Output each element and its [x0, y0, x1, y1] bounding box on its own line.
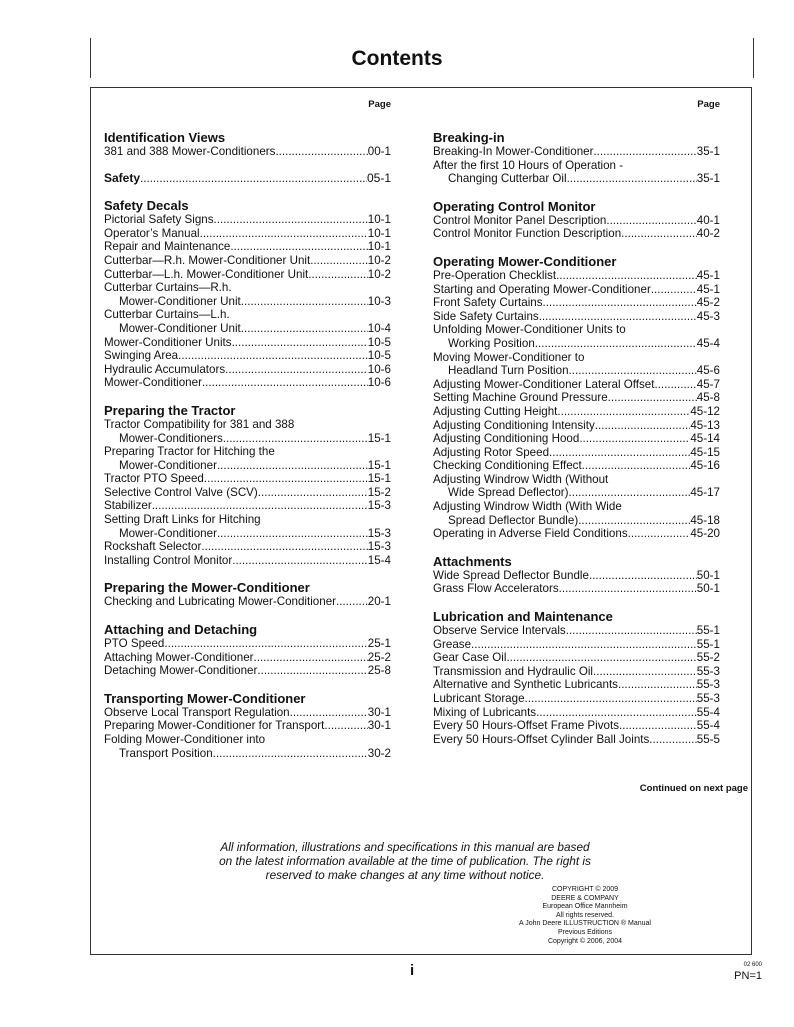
toc-entry-title: Changing Cutterbar Oil — [448, 172, 567, 186]
toc-entry — [433, 719, 720, 733]
dot-leader — [595, 419, 691, 433]
toc-entry-page: 20-1 — [367, 595, 391, 609]
toc-entry-title: Setting Machine Ground Pressure — [433, 391, 608, 405]
toc-entry — [104, 747, 391, 761]
toc-entry-title: Spread Deflector Bundle) — [448, 513, 579, 527]
toc-entry-title: Wide Spread Deflector) — [448, 486, 569, 500]
toc-entry-page: 30-1 — [367, 705, 391, 719]
toc-entry-title: Hydraulic Accumulators — [104, 362, 226, 376]
toc-entry-title: Safety — [104, 170, 141, 185]
toc-entry-title: Lubricant Storage — [433, 692, 525, 705]
toc-entry-title: Rockshaft Selector — [104, 540, 202, 554]
toc-entry-page: 55-3 — [696, 664, 720, 678]
dot-leader — [140, 172, 367, 186]
toc-entry-title: Mower-Conditioner — [119, 526, 217, 540]
dot-leader — [618, 678, 697, 692]
toc-entry — [104, 363, 391, 377]
toc-entry-page: 15-3 — [367, 540, 391, 554]
section-title: Operating Control Monitor — [433, 198, 596, 214]
toc-entry-title: Preparing Mower-Conditioner for Transport — [104, 719, 325, 733]
toc-entry-title: Adjusting Cutting Height — [433, 404, 558, 418]
dot-leader — [258, 486, 368, 500]
toc-entry — [104, 268, 391, 282]
dot-leader — [593, 665, 697, 679]
toc-entry — [433, 624, 720, 638]
dot-leader — [217, 527, 368, 541]
dot-leader — [164, 637, 367, 651]
dot-leader — [275, 145, 367, 159]
toc-entry-title: Grass Flow Accelerators — [433, 582, 559, 596]
toc-entry-page: 55-4 — [696, 705, 720, 719]
toc-entry-line: Preparing Tractor for Hitching the — [104, 445, 275, 459]
toc-entry-title: Mower-Conditioner Unit — [119, 294, 241, 308]
toc-entry — [433, 446, 720, 460]
toc-entry-page: 10-2 — [367, 253, 391, 267]
toc-entry-title: Front Safety Curtains — [433, 296, 543, 310]
dot-leader — [593, 145, 696, 159]
toc-section — [433, 609, 720, 746]
dot-leader — [608, 391, 697, 405]
dot-leader — [651, 283, 697, 297]
toc-entry — [104, 472, 391, 486]
toc-entry — [104, 527, 391, 541]
page-number: i — [410, 962, 415, 979]
disclaimer-line: All information, illustrations and specifications in this manual are based — [220, 840, 590, 854]
toc-entry-line: Folding Mower-Conditioner into — [104, 733, 266, 746]
toc-entry — [433, 391, 720, 405]
dot-leader — [241, 295, 368, 309]
toc-entry — [104, 227, 391, 241]
toc-entry-title: Cutterbar—R.h. Mower-Conditioner Unit — [104, 253, 311, 267]
toc-entry — [433, 214, 720, 228]
dot-leader — [254, 651, 368, 665]
dot-leader — [200, 227, 368, 241]
toc-entry-page: 45-20 — [690, 527, 720, 541]
toc-entry-page: 15-1 — [367, 431, 391, 445]
dot-leader — [566, 624, 697, 638]
toc-entry-page: 40-1 — [696, 213, 720, 227]
dot-leader — [582, 459, 691, 473]
section-title: Preparing the Tractor — [104, 402, 236, 418]
toc-entry — [433, 296, 720, 310]
toc-entry-page: 45-8 — [696, 391, 720, 405]
toc-entry — [433, 459, 720, 473]
toc-entry-page: 45-3 — [696, 309, 720, 323]
toc-entry — [433, 651, 720, 665]
toc-entry — [104, 499, 391, 513]
section-title: Preparing the Mower-Conditioner — [104, 580, 310, 596]
toc-entry — [104, 432, 391, 446]
toc-entry-page: 25-1 — [367, 637, 391, 651]
toc-entry-page: 10-1 — [367, 213, 391, 227]
toc-section — [104, 622, 391, 678]
disclaimer-line: on the latest information available at the time of publication. The right is — [219, 854, 591, 868]
toc-entry — [104, 719, 391, 733]
toc-entry-title: Installing Control Monitor — [104, 553, 233, 567]
toc-entry — [104, 349, 391, 363]
toc-entry-title: Checking and Lubricating Mower-Conditioner — [104, 595, 336, 609]
toc-entry-title: Alternative and Synthetic Lubricants — [433, 678, 618, 692]
toc-entry-page: 45-15 — [690, 445, 720, 459]
toc-entry-title: Pre-Operation Checklist — [433, 268, 557, 282]
dot-leader — [539, 310, 697, 324]
copyright-line: DEERE & COMPANY — [551, 894, 619, 902]
toc-entry — [104, 213, 391, 227]
toc-entry-page: 45-16 — [690, 459, 720, 473]
section-title: Attachments — [433, 553, 512, 569]
toc-entry-title: Mower-Conditioner — [104, 376, 202, 390]
toc-entry-page: 45-7 — [696, 377, 720, 391]
toc-entry-title: Control Monitor Panel Description — [433, 213, 607, 227]
toc-entry-page: 10-5 — [367, 349, 391, 363]
toc-section — [433, 130, 720, 186]
toc-entry-title: Control Monitor Function Description — [433, 227, 622, 241]
toc-entry-page: 25-8 — [367, 664, 391, 678]
toc-entry-title: Repair and Maintenance — [104, 240, 231, 254]
toc-entry-title: Adjusting Conditioning Hood — [433, 432, 580, 446]
dot-leader — [569, 364, 697, 378]
dot-leader — [217, 459, 368, 473]
continued-note: Continued on next page — [639, 783, 748, 794]
dot-leader — [204, 472, 368, 486]
toc-entry-title: Tractor PTO Speed — [104, 472, 204, 486]
toc-entry — [104, 240, 391, 254]
toc-entry-title: Mower-Conditioner Unit — [119, 321, 241, 335]
toc-entry-page: 35-1 — [696, 172, 720, 186]
copyright-line: European Office Mannheim — [542, 903, 628, 911]
toc-entry-title: Headland Turn Position — [448, 364, 569, 378]
toc-entry-line: Setting Draft Links for Hitching — [104, 513, 261, 527]
toc-entry-page: 10-6 — [367, 376, 391, 390]
toc-entry-page: 55-1 — [696, 624, 720, 638]
toc-entry-page: 40-2 — [696, 227, 720, 241]
toc-entry-title: Mixing of Lubricants — [433, 705, 537, 719]
toc-entry-title: Operating in Adverse Field Conditions — [433, 527, 628, 541]
disclaimer-line: reserved to make changes at any time without notice. — [265, 868, 545, 882]
dot-leader — [506, 651, 696, 665]
toc-entry — [104, 486, 391, 500]
toc-entry-title: Gear Case Oil — [433, 651, 507, 665]
copyright-line: COPYRIGHT © 2009 — [551, 886, 619, 893]
section-title: Identification Views — [104, 130, 226, 145]
toc-entry-title: Adjusting Rotor Speed — [433, 445, 550, 459]
dot-leader — [223, 432, 368, 446]
dot-leader — [569, 486, 691, 500]
toc-entry-page: 55-3 — [696, 678, 720, 692]
toc-entry — [104, 459, 391, 473]
toc-entry — [433, 405, 720, 419]
toc-entry — [104, 336, 391, 350]
toc-entry — [104, 254, 391, 268]
page-title: Contents — [351, 47, 443, 70]
toc-entry — [433, 706, 720, 720]
toc-entry-page: 45-6 — [696, 364, 720, 378]
section-title: Safety Decals — [104, 198, 189, 214]
dot-leader — [232, 554, 368, 568]
dot-leader — [201, 540, 367, 554]
toc-entry-title: Pictorial Safety Signs — [104, 213, 214, 227]
toc-entry-page: 45-2 — [696, 296, 720, 310]
dot-leader — [619, 719, 697, 733]
copyright-block — [505, 886, 665, 946]
right-sections — [433, 130, 720, 746]
dot-leader — [621, 227, 697, 241]
dot-leader — [556, 269, 697, 283]
section-title: Breaking-in — [433, 130, 505, 145]
page-column-header: Page — [697, 99, 720, 110]
toc-entry-title: Wide Spread Deflector Bundle — [433, 568, 589, 582]
toc-entry-page: 50-1 — [696, 568, 720, 582]
toc-entry — [433, 283, 720, 297]
toc-entry — [433, 527, 720, 541]
dot-leader — [578, 514, 690, 528]
toc-entry-title: Every 50 Hours-Offset Cylinder Ball Joints — [433, 732, 650, 746]
toc-entry — [104, 540, 391, 554]
dot-leader — [324, 719, 367, 733]
toc-entry-page: 45-14 — [690, 432, 720, 446]
toc-entry-title: Adjusting Mower-Conditioner Lateral Offset — [433, 377, 655, 391]
toc-entry — [433, 337, 720, 351]
dot-leader — [649, 733, 696, 747]
copyright-line: Previous Editions — [557, 928, 613, 936]
toc-entry-page: 15-2 — [367, 485, 391, 499]
dot-leader — [589, 569, 697, 583]
section-title: Operating Mower-Conditioner — [433, 253, 617, 269]
toc-entry-page: 10-5 — [367, 335, 391, 349]
dot-leader — [214, 213, 368, 227]
toc-entry — [104, 706, 391, 720]
dot-leader — [567, 172, 697, 186]
pn-code: 02 600 — [743, 962, 762, 968]
disclaimer — [150, 840, 660, 882]
toc-entry — [433, 269, 720, 283]
toc-entry-line: Adjusting Windrow Width (Without — [433, 472, 609, 486]
page-column-header: Page — [368, 99, 391, 110]
toc-entry-title: Transmission and Hydraulic Oil — [433, 664, 594, 678]
toc-entry — [433, 569, 720, 583]
toc-entry-page: 15-1 — [367, 458, 391, 472]
toc-entry — [104, 664, 391, 678]
toc-entry-title: Stabilizer — [104, 499, 152, 513]
copyright-line: All rights reserved. — [556, 911, 614, 919]
toc-entry-page: 10-2 — [367, 267, 391, 281]
toc-entry-page: 55-1 — [696, 637, 720, 651]
dot-leader — [230, 240, 367, 254]
toc-entry — [433, 432, 720, 446]
left-column — [104, 99, 391, 760]
toc-entry-page: 15-4 — [367, 553, 391, 567]
toc-entry-page: 30-1 — [367, 719, 391, 733]
toc-entry-title: Cutterbar—L.h. Mower-Conditioner Unit — [104, 267, 309, 281]
toc-entry-page: 15-3 — [367, 499, 391, 513]
toc-section — [433, 199, 720, 241]
dot-leader — [525, 692, 697, 706]
toc-entry-line: Cutterbar Curtains—L.h. — [104, 308, 230, 322]
toc-entry-title: Observe Service Intervals — [433, 624, 566, 638]
dot-leader — [225, 363, 368, 377]
pn-label: PN=1 — [734, 970, 762, 982]
toc-entry — [104, 637, 391, 651]
dot-leader — [559, 582, 697, 596]
toc-entry-title: Checking Conditioning Effect — [433, 459, 582, 473]
toc-entry-page: 55-5 — [696, 732, 720, 746]
toc-entry-title: Mower-Conditioners — [119, 431, 223, 445]
dot-leader — [549, 446, 690, 460]
toc-entry — [433, 310, 720, 324]
toc-entry — [433, 145, 720, 159]
toc-section — [104, 172, 391, 186]
toc-entry — [433, 227, 720, 241]
toc-entry-title: Detaching Mower-Conditioner — [104, 664, 258, 678]
toc-entry-page: 10-4 — [367, 321, 391, 335]
toc-entry-page: 00-1 — [367, 145, 391, 158]
toc-entry-page: 55-2 — [696, 651, 720, 665]
toc-entry — [433, 514, 720, 528]
toc-entry-page: 45-13 — [690, 418, 720, 432]
toc-entry-title: Transport Position — [119, 746, 213, 760]
toc-entry-title: Every 50 Hours-Offset Frame Pivots — [433, 719, 619, 733]
toc-entry-page: 10-1 — [367, 240, 391, 254]
toc-entry — [433, 678, 720, 692]
toc-entry — [433, 378, 720, 392]
dot-leader — [336, 595, 368, 609]
toc-entry — [433, 364, 720, 378]
toc-entry-title: Mower-Conditioner Units — [104, 335, 232, 349]
toc-entry-page: 45-4 — [696, 336, 720, 350]
toc-entry-page: 45-1 — [696, 268, 720, 282]
toc-section — [433, 554, 720, 596]
toc-entry-title: Mower-Conditioner — [119, 458, 217, 472]
section-title: Attaching and Detaching — [104, 622, 258, 638]
toc-entry — [104, 595, 391, 609]
toc-entry — [104, 554, 391, 568]
toc-entry-page: 05-1 — [366, 170, 391, 185]
dot-leader — [241, 322, 368, 336]
copyright-line: Copyright © 2006, 2004 — [547, 937, 623, 945]
toc-entry-title: 381 and 388 Mower-Conditioners — [104, 145, 276, 158]
dot-leader — [543, 296, 697, 310]
toc-entry — [104, 322, 391, 336]
toc-entry-title: Adjusting Conditioning Intensity — [433, 418, 595, 432]
dot-leader — [213, 747, 368, 761]
dot-leader — [310, 254, 368, 268]
section-title: Transporting Mower-Conditioner — [104, 690, 306, 706]
toc-section — [104, 691, 391, 760]
toc-entry-page: 55-3 — [696, 692, 720, 705]
toc-entry-line: Unfolding Mower-Conditioner Units to — [433, 323, 626, 337]
toc-entry-page: 15-1 — [367, 472, 391, 486]
toc-entry-line: Adjusting Windrow Width (With Wide — [433, 500, 622, 514]
toc-entry — [433, 172, 720, 186]
toc-entry — [104, 651, 391, 665]
toc-section — [104, 198, 391, 390]
toc-entry-page: 45-1 — [696, 282, 720, 296]
toc-entry-title: Swinging Area — [104, 349, 179, 363]
toc-entry-page: 15-3 — [367, 526, 391, 540]
toc-entry-title: Grease — [433, 637, 472, 651]
dot-leader — [606, 214, 696, 228]
toc-entry-page: 25-2 — [367, 650, 391, 664]
dot-leader — [308, 268, 368, 282]
toc-entry-page: 55-4 — [696, 719, 720, 733]
section-title: Lubrication and Maintenance — [433, 609, 613, 625]
toc-entry-page: 45-17 — [690, 486, 720, 500]
toc-entry-title: Side Safety Curtains — [433, 309, 539, 323]
toc-entry — [433, 665, 720, 679]
toc-entry-title: Operator’s Manual — [104, 226, 200, 240]
dot-leader — [579, 432, 690, 446]
toc-entry-line: After the first 10 Hours of Operation - — [433, 158, 624, 172]
right-column — [433, 99, 720, 746]
dot-leader — [152, 499, 368, 513]
toc-entry — [104, 376, 391, 390]
toc-entry-title: Observe Local Transport Regulation — [104, 705, 290, 719]
toc-entry — [433, 733, 720, 747]
toc-section — [104, 580, 391, 609]
dot-leader — [202, 376, 368, 390]
dot-leader — [628, 527, 691, 541]
copyright-line: A John Deere ILLUSTRUCTION ® Manual — [519, 920, 651, 928]
dot-leader — [536, 706, 697, 720]
dot-leader — [654, 378, 696, 392]
toc-entry — [433, 486, 720, 500]
toc-entry — [104, 172, 391, 186]
toc-section — [104, 403, 391, 568]
toc-entry-page: 30-2 — [367, 746, 391, 760]
toc-entry — [433, 638, 720, 652]
dot-leader — [535, 337, 697, 351]
toc-entry-page: 10-3 — [367, 294, 391, 308]
dot-leader — [178, 349, 368, 363]
toc-entry-line: Moving Mower-Conditioner to — [433, 350, 585, 364]
toc-entry — [433, 419, 720, 433]
toc-section — [433, 254, 720, 541]
dot-leader — [232, 336, 368, 350]
toc-entry — [104, 145, 391, 159]
dot-leader — [257, 664, 367, 678]
toc-entry-title: PTO Speed — [104, 637, 165, 651]
dot-leader — [290, 706, 368, 720]
toc-entry — [433, 582, 720, 596]
toc-entry-title: Selective Control Valve (SCV) — [104, 485, 258, 499]
dot-leader — [557, 405, 690, 419]
left-sections — [104, 130, 391, 760]
toc-entry-title: Breaking-In Mower-Conditioner — [433, 145, 594, 158]
toc-section — [104, 130, 391, 159]
toc-entry-page: 10-1 — [367, 226, 391, 240]
toc-entry — [433, 692, 720, 706]
toc-entry-title: Attaching Mower-Conditioner — [104, 650, 254, 664]
toc-entry-title: Starting and Operating Mower-Conditioner — [433, 282, 651, 296]
dot-leader — [471, 638, 697, 652]
toc-entry-page: 45-12 — [690, 404, 720, 418]
toc-entry — [104, 295, 391, 309]
toc-entry-page: 50-1 — [696, 582, 720, 596]
toc-entry-line: Cutterbar Curtains—R.h. — [104, 281, 232, 295]
toc-entry-page: 10-6 — [367, 362, 391, 376]
toc-entry-title: Working Position — [448, 336, 535, 350]
toc-entry-page: 45-18 — [690, 513, 720, 527]
toc-entry-line: Tractor Compatibility for 381 and 388 — [104, 417, 295, 431]
toc-entry-page: 35-1 — [696, 145, 720, 158]
